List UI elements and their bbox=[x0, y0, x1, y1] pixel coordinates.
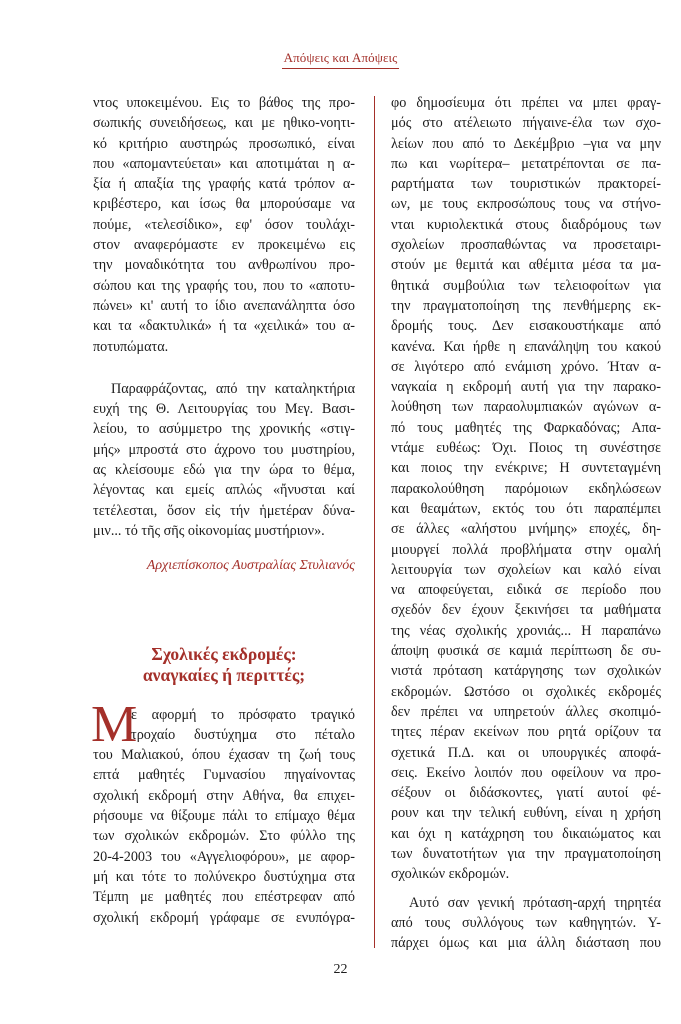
text-line: Αυτό σαν γενική πρόταση-αρχή τηρητέα bbox=[409, 894, 661, 911]
text-line: ων, με τους εκπροσώπους τους να στήνο- bbox=[391, 196, 661, 213]
text-line: και θεαμάτων, εκτός του ότι παραπέμπει bbox=[391, 500, 661, 517]
text-line: σχολικών εκδρομών. bbox=[391, 866, 510, 883]
text-line: πω και νωρίτερα– μετατρέπονται σε πα- bbox=[391, 155, 661, 172]
text-line: ντάμε ευθέως: Όχι. Ποιος τη συνέστησε bbox=[391, 440, 661, 457]
text-line: να αποφεύγεται, ειδικά σε περίοδο που bbox=[391, 582, 661, 599]
text-line: πώνει» κι' αυτή το ίδιο ανεπανάληπτα όσο bbox=[93, 297, 355, 314]
text-line: μιν... τό τῆς σῆς οἰκονομίας μυστήριον». bbox=[93, 522, 325, 539]
text-line: νται κυριολεκτικά στους διαδρόμους των bbox=[391, 216, 661, 233]
text-line: Τέμπη με μαθητές που επέστρεφαν από bbox=[93, 889, 355, 906]
text-line: την πραγματοποίηση της πενθήμερης εκ- bbox=[391, 297, 661, 314]
author-signature: Αρχιεπίσκοπος Αυστραλίας Στυλιανός bbox=[146, 558, 355, 574]
text-line: από τους συλλόγους των καθηγητών. Υ- bbox=[391, 914, 661, 931]
page-number: 22 bbox=[333, 962, 348, 977]
text-line: των σχολικών εκδρομών. Στο φύλλο της bbox=[93, 828, 355, 845]
text-line: πούμε, «τελεσίδικο», εφ' όσον τουλάχι- bbox=[93, 216, 355, 233]
text-line: θητικά συμβούλια των τελειοφοίτων για bbox=[391, 277, 661, 294]
text-line: σχολείων προσπαθώντας να προσεταιρι- bbox=[391, 237, 661, 254]
paragraph-continued bbox=[391, 93, 661, 885]
text-line: σε λιγότερο από ενάμιση χρόνο. Ήταν α- bbox=[391, 358, 661, 375]
text-line: νιστά πρόταση κατάργησης των σχολικών bbox=[391, 663, 661, 680]
text-line: σχολική εκδρομή στην Αθήνα, θα επιχει- bbox=[93, 787, 355, 804]
text-line: σχεδόν δεν έχουν ξεκινήσει τα μαθήματα bbox=[391, 602, 661, 619]
text-line: που «απομαντεύεται» και αποτιμάται η α- bbox=[93, 155, 355, 172]
text-line: μή και τότε το πολύνεκρο δυστύχημα στα bbox=[93, 868, 355, 885]
text-line: σωπικής συνειδήσεως, και με ηθικο-νοητι- bbox=[93, 115, 355, 132]
text-line: 20-4-2003 του «Αγγελιοφόρου», με αφορ- bbox=[93, 848, 355, 865]
text-line: μός στο ατέλειωτο πήγαινε-έλα των σχο- bbox=[391, 115, 661, 132]
text-line: λούθηση των παραολυμπιακών αγώνων α- bbox=[391, 399, 661, 416]
text-line: της νέας σχολικής χρονιάς... Η παραπάνω bbox=[391, 622, 661, 639]
text-line: σχολική εκδρομή γράφαμε σε ενυπόγρα- bbox=[93, 909, 355, 926]
text-line: των δυνατοτήτων για την πραγματοποίηση bbox=[391, 845, 661, 862]
text-line: σε άλλες «αλήστου μνήμης» εποχές, δη- bbox=[391, 521, 661, 538]
left-column bbox=[93, 93, 355, 928]
text-line: σέξουν οι διδάσκοντες, γιατί αυτοί φέ- bbox=[391, 785, 661, 802]
text-line: κό κριτήριο αυστηρώς προσωπικό, είναι bbox=[93, 135, 355, 152]
text-line: λείου, το ασύμμετρο της χρονικής «στιγ- bbox=[93, 421, 355, 438]
paragraph-next bbox=[391, 893, 661, 954]
paragraph-closing bbox=[93, 379, 355, 541]
text-line: λείων που από το Δεκέμβριο –για να μην bbox=[391, 135, 661, 152]
running-header bbox=[0, 50, 681, 66]
text-line: τροχαίο δυστύχημα στο πέταλο bbox=[131, 726, 355, 743]
text-line: ξία ή απαξία της γραφής κατά τρόπον α- bbox=[93, 176, 355, 193]
text-line: σεις. Εκείνο λοιπόν που οφείλουν να προ- bbox=[391, 764, 661, 781]
column-divider bbox=[374, 96, 375, 948]
text-line: ποτυπώματα. bbox=[93, 338, 169, 355]
text-line: και ποιος την ενέκρινε; Η συντεταγμένη bbox=[391, 460, 661, 477]
text-line: άποψη φυσικά σε καμιά περίπτωση δε συ- bbox=[391, 643, 661, 660]
text-line: ντος υποκειμένου. Εις το βάθος της προ- bbox=[93, 95, 355, 111]
drop-cap: Μ bbox=[91, 695, 138, 753]
running-title: Απόψεις και Απόψεις bbox=[282, 50, 400, 69]
text-line: κριβέστερο, και ίσως θα μπορούσαμε να bbox=[93, 196, 355, 213]
text-line: Παραφράζοντας, από την καταληκτήρια bbox=[111, 380, 355, 397]
text-line: λέγοντας και εμείς απλώς «ἤνυσται καί bbox=[93, 482, 355, 499]
text-line: δρομής τους. Δεν εισακουστήκαμε από bbox=[391, 318, 661, 335]
paragraph-intro bbox=[93, 93, 355, 357]
text-line: σχετικά Π.Δ. και οι υπουργικές αποφά- bbox=[391, 744, 661, 761]
article-body bbox=[91, 695, 355, 928]
text-line: λειτουργία των σχολείων και καλό είναι bbox=[391, 561, 661, 578]
article-title-line-1: Σχολικές εκδρομές: bbox=[151, 643, 297, 664]
text-line: ρουν και την τελική ευθύνη, είναι η χρήση bbox=[391, 805, 661, 822]
text-line: πάρχει όμως και μια άλλη διάσταση που bbox=[391, 935, 661, 952]
text-line: μιουργεί πολλά προβλήματα στην ομαλή bbox=[391, 541, 661, 558]
text-line: στον αναφερόμαστε εν προκειμένω εις bbox=[93, 237, 355, 254]
text-line: τητες πέραν εκείνων που ρητά ορίζουν τα bbox=[391, 724, 661, 741]
text-line: τετέλεσται, ὅσον εἰς τήν ἡμετέραν δύνα- bbox=[93, 502, 355, 519]
article-title bbox=[93, 644, 355, 686]
text-line: ευχή της Θ. Λειτουργίας του Μεγ. Βασι- bbox=[93, 401, 355, 418]
paragraph-gap bbox=[93, 357, 355, 379]
right-column bbox=[391, 93, 661, 953]
text-line: εκδρομών. Ωστόσο οι σχολικές εκδρομές bbox=[391, 683, 661, 700]
text-line: επτά μαθητές Γυμνασίου πηγαίνοντας bbox=[93, 767, 355, 784]
article-title-line-2: αναγκαίες ή περιττές; bbox=[142, 664, 306, 685]
text-line: και τα «δακτυλικά» ή τα «χειλικά» του α- bbox=[93, 318, 355, 335]
text-line: στούν με θεμιτά και αθέμιτα μέσα τα μα- bbox=[391, 257, 661, 274]
text-line: πό τους μαθητές της Φαρκαδόνας; Απα- bbox=[391, 419, 661, 436]
text-line: ε αφορμή το πρόσφατο τραγικό bbox=[131, 706, 355, 723]
text-line: φο δημοσίευμα ότι πρέπει να μπει φραγ- bbox=[391, 95, 661, 111]
text-line: σώπου και της γραφής του, που το «αποτυ- bbox=[93, 277, 355, 294]
text-line: την μοναδικότητα του ανθρωπίνου προ- bbox=[93, 257, 355, 274]
text-line: ναγκαία η εκδρομή αυτή για την παρακο- bbox=[391, 379, 661, 396]
text-line: και όχι η κατάχρηση του δικαιώματος και bbox=[391, 825, 661, 842]
text-line: ρήσουμε να θίξουμε πάλι το επίμαχο θέμα bbox=[93, 808, 355, 825]
text-line: μής» μπροστά στο άχρονο του μυστηρίου, bbox=[93, 441, 355, 458]
text-line: κανένα. Και ήρθε η επανάληψη του κακού bbox=[391, 338, 661, 355]
text-line: ραρτήματα των τουριστικών πρακτορεί- bbox=[391, 176, 661, 193]
text-line: του Μαλιακού, όπου έχασαν τη ζωή τους bbox=[93, 747, 355, 764]
text-line: δεν πρέπει να υπηρετούν άλλες σκοπιμό- bbox=[391, 703, 661, 720]
text-line: παρακολούθηση παρόμοιων εκδηλώσεων bbox=[391, 480, 661, 497]
text-line: ας κλείσουμε εδώ για την ώρα το θέμα, bbox=[93, 462, 355, 479]
